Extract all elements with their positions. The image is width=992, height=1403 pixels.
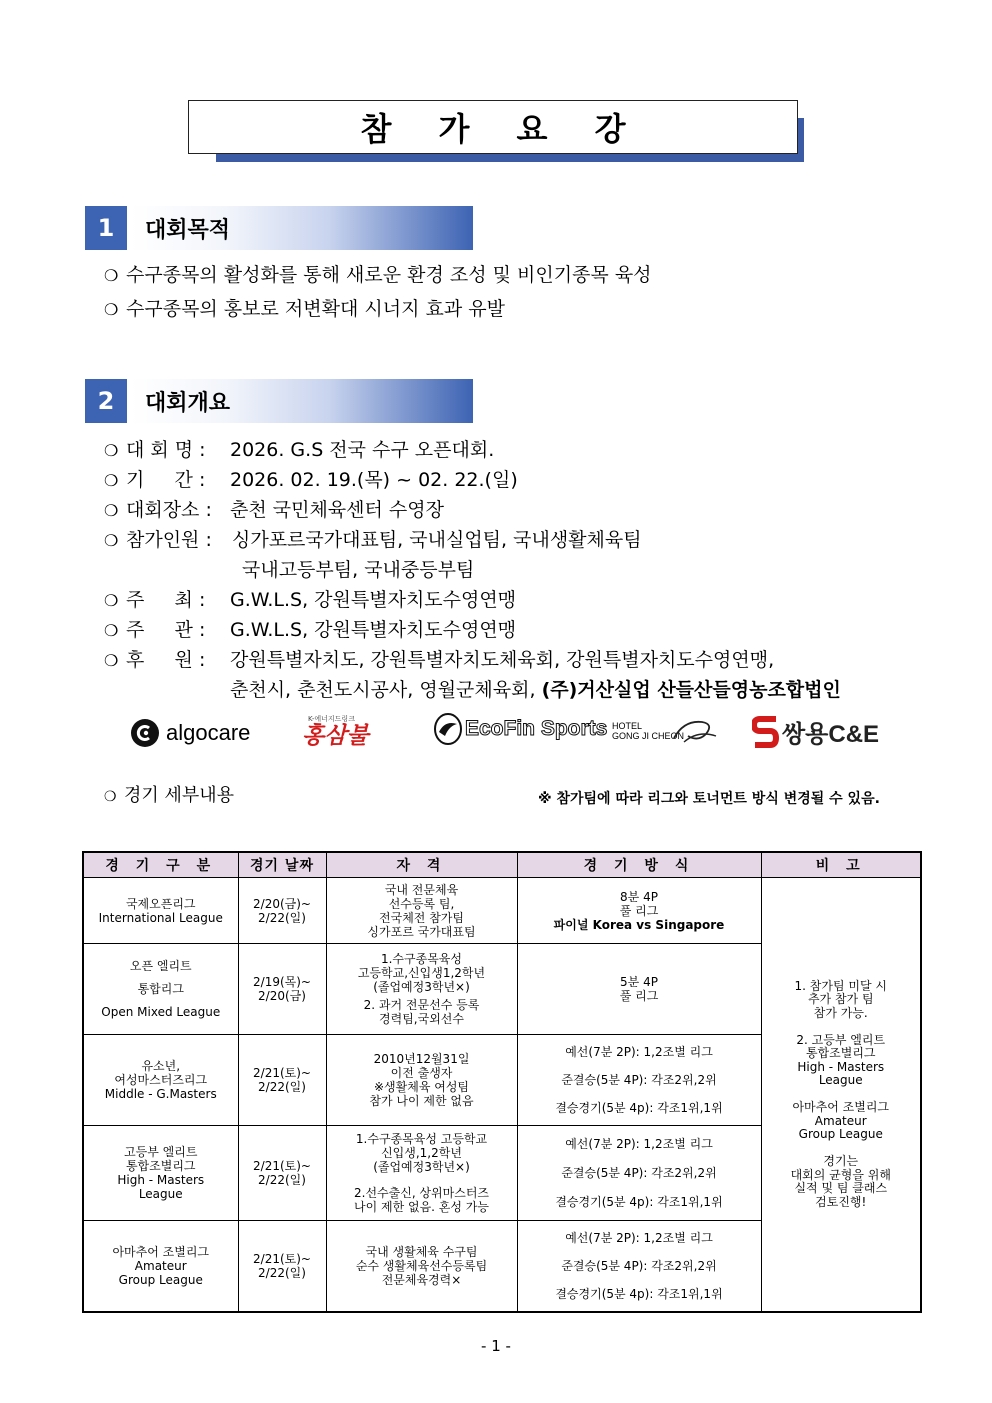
page-number: - 1 - — [481, 1337, 511, 1355]
qualification-cell: 국내 전문체육 선수등록 팀, 전국체전 참가팀 싱가포르 국가대표팀 — [326, 878, 517, 944]
date-cell: 2/21(토)~ 2/22(일) — [238, 1035, 326, 1126]
hongsam-logo: K-에너지드링크 홍삼불 — [302, 715, 369, 749]
section-2-number: 2 — [85, 379, 127, 423]
circle-bullet-icon: ❍ — [104, 441, 119, 460]
overview-participants-cont: 국내고등부팀, 국내중등부팀 — [242, 559, 475, 581]
division-cell: 유소년, 여성마스터즈리그 Middle - G.Masters — [83, 1035, 238, 1126]
section-2-header — [85, 379, 473, 423]
division-cell: 고등부 엘리트 통합조별리그 High - Masters League — [83, 1126, 238, 1221]
ssangyong-s-icon — [752, 715, 780, 749]
detail-note: ※ 참가팀에 따라 리그와 토너먼트 방식 변경될 수 있음. — [538, 791, 880, 807]
ssangyong-logo: 쌍용C&E — [752, 714, 879, 749]
qualification-cell: 2010년12월31일 이전 출생자 ※생활체육 여성팀 참가 나이 제한 없음 — [326, 1035, 517, 1126]
date-cell: 2/19(목)~ 2/20(금) — [238, 944, 326, 1035]
qualification-cell: 1.수구종목육성 고등학교 신입생,1,2학년 (졸업예정3학년×) 2.선수출신, 상위마스터즈 나이 제한 없음. 혼성 가능 — [326, 1126, 517, 1221]
circle-bullet-icon: ❍ — [104, 531, 119, 550]
overview-host: ❍ 주 최 : G.W.L.S, 강원특별자치도수영연맹 — [104, 589, 517, 611]
page-title: 참 가 요 강 — [188, 100, 798, 154]
qualification-cell: 국내 생활체육 수구팀 순수 생활체육선수등록팀 전문체육경력× — [326, 1221, 517, 1313]
circle-bullet-icon: ❍ — [104, 591, 119, 610]
section-1-header — [85, 206, 473, 250]
section-1-number: 1 — [85, 206, 127, 250]
circle-bullet-icon: ❍ — [104, 501, 119, 520]
remarks-cell: 1. 참가팀 미달 시 추가 참가 팀 참가 가능. 2. 고등부 엘리트 통합조별리그 High - Masters League 아마추어 조별리그 Amateur Group League 경기는 대회의 균형을 위해 실적 및 팀 클래스 검토진행! — [761, 878, 921, 1313]
algocare-logo: algocare — [130, 718, 250, 748]
division-cell: 국제오픈리그 International League — [83, 878, 238, 944]
date-cell: 2/21(토)~ 2/22(일) — [238, 1126, 326, 1221]
section-1-label: 대회목적 — [131, 206, 473, 250]
ecofin-logo: EcoFin Sports — [433, 712, 607, 746]
header-qualification: 자 격 — [326, 852, 517, 878]
circle-bullet-icon: ❍ — [104, 651, 119, 670]
overview-organizer: ❍ 주 관 : G.W.L.S, 강원특별자치도수영연맹 — [104, 619, 517, 641]
detail-heading: ❍ 경기 세부내용 — [104, 784, 234, 809]
header-method: 경 기 방 식 — [517, 852, 761, 878]
purpose-item-2: ❍ 수구종목의 홍보로 저변확대 시너지 효과 유발 — [104, 298, 505, 320]
table-row — [83, 878, 921, 944]
overview-participants: ❍ 참가인원 : 싱가포르국가대표팀, 국내실업팀, 국내생활체육팀 — [104, 529, 642, 551]
overview-sponsor-cont: 춘천시, 춘천도시공사, 영월군체육회, (주)거산실업 산들산들영농조합법인 — [230, 679, 841, 701]
section-2-label: 대회개요 — [131, 379, 473, 423]
division-cell: 오픈 엘리트 통합리그 Open Mixed League — [83, 944, 238, 1035]
circle-bullet-icon: ❍ — [104, 621, 119, 640]
date-cell: 2/21(토)~ 2/22(일) — [238, 1221, 326, 1313]
header-remarks: 비 고 — [761, 852, 921, 878]
method-cell: 예선(7분 2P): 1,2조별 리그 준결승(5분 4P): 각조2위,2위 결승경기(5분 4p): 각조1위,1위 — [517, 1126, 761, 1221]
circle-bullet-icon: ❍ — [104, 300, 119, 319]
division-cell: 아마추어 조별리그 Amateur Group League — [83, 1221, 238, 1313]
method-cell: 8분 4P 풀 리그 파이널 Korea vs Singapore — [517, 878, 761, 944]
overview-venue: ❍ 대회장소 : 춘천 국민체육센터 수영장 — [104, 499, 444, 521]
schedule-table — [82, 851, 922, 1313]
ecofin-swimmer-icon — [433, 712, 463, 746]
method-cell: 예선(7분 2P): 1,2조별 리그 준결승(5분 4P): 각조2위,2위 결승경기(5분 4p): 각조1위,1위 — [517, 1035, 761, 1126]
circle-bullet-icon: ❍ — [104, 266, 119, 285]
overview-sponsor: ❍ 후 원 : 강원특별자치도, 강원특별자치도체육회, 강원특별자치도수영연맹, — [104, 649, 775, 671]
overview-name: ❍ 대 회 명 : 2026. G.S 전국 수구 오픈대회. — [104, 439, 495, 461]
hotel-gongjicheon-logo: HOTEL GONG JI CHEON — [612, 716, 720, 746]
header-division: 경 기 구 분 — [83, 852, 238, 878]
purpose-item-1: ❍ 수구종목의 활성화를 통해 새로운 환경 조성 및 비인기종목 육성 — [104, 264, 652, 286]
hotel-swirl-icon — [654, 716, 720, 746]
method-cell: 예선(7분 2P): 1,2조별 리그 준결승(5분 4P): 각조2위,2위 결승경기(5분 4p): 각조1위,1위 — [517, 1221, 761, 1313]
header-date: 경기 날짜 — [238, 852, 326, 878]
overview-period: ❍ 기 간 : 2026. 02. 19.(목) ~ 02. 22.(일) — [104, 469, 518, 491]
circle-bullet-icon: ❍ — [104, 789, 117, 805]
method-cell: 5분 4P 풀 리그 — [517, 944, 761, 1035]
circle-bullet-icon: ❍ — [104, 471, 119, 490]
algocare-icon — [130, 718, 160, 748]
qualification-cell: 1.수구종목육성 고등학교,신입생1,2학년 (졸업예정3학년×) 2. 과거 전문선수 등록 경력팀,국외선수 — [326, 944, 517, 1035]
table-header-row — [83, 852, 921, 878]
date-cell: 2/20(금)~ 2/22(일) — [238, 878, 326, 944]
